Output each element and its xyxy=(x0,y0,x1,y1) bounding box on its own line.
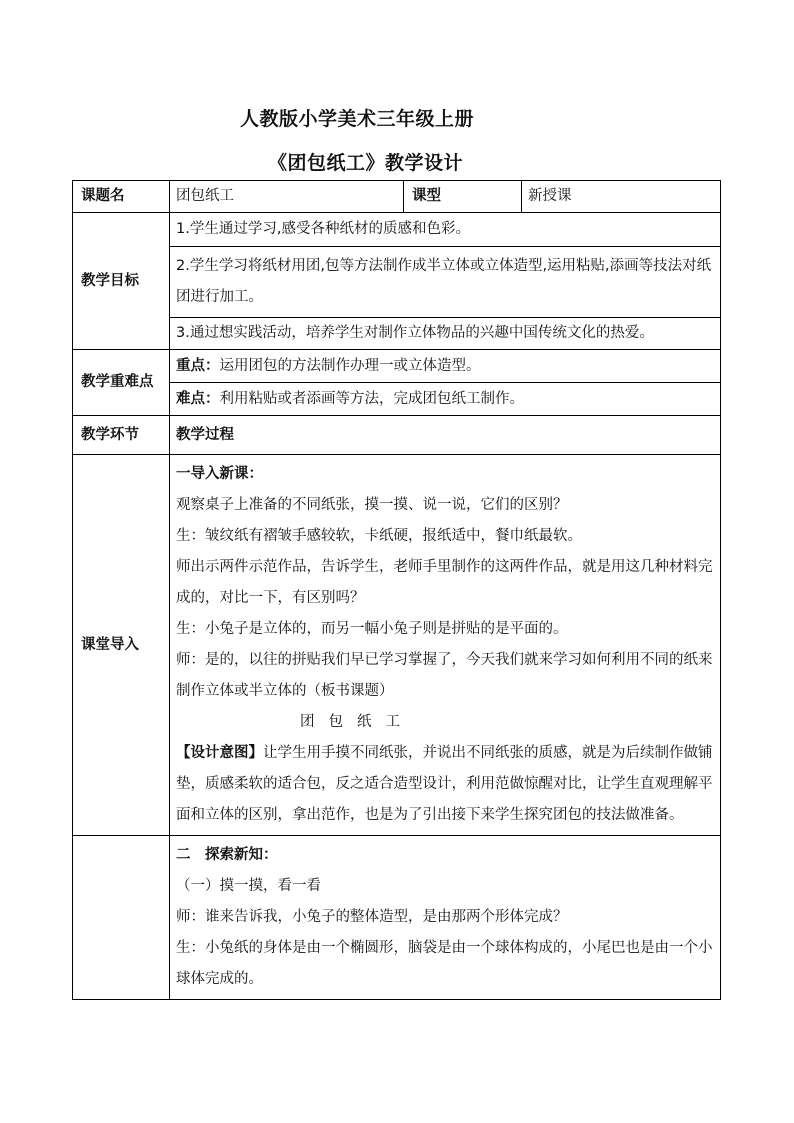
explore-line: 师：谁来告诉我，小兔子的整体造型，是由那两个形体完成？ xyxy=(176,909,568,925)
doc-title-line2: 《团包纸工》教学设计 xyxy=(268,152,464,174)
value-topic-name: 团包纸工 xyxy=(170,181,404,213)
row-topic xyxy=(73,181,721,213)
explore-label-empty xyxy=(73,836,170,1000)
intro-cell xyxy=(170,455,721,836)
doc-title-line1: 人教版小学美术三年级上册 xyxy=(240,108,475,130)
label-key-difficult: 教学重难点 xyxy=(73,350,170,416)
design-intent-label: 【设计意图】 xyxy=(176,745,263,761)
focus-cell xyxy=(170,350,721,383)
difficulty-text: 利用粘贴或者添画等方法，完成团包纸工制作。 xyxy=(219,390,524,407)
explore-heading: 二 探索新知： xyxy=(176,847,278,863)
row-explore xyxy=(73,836,721,1000)
intro-heading: 一导入新课： xyxy=(176,466,263,482)
row-focus xyxy=(73,350,721,383)
label-topic-name: 课题名 xyxy=(73,181,170,213)
row-goal-3 xyxy=(73,318,721,350)
design-intent-text: 让学生用手摸不同纸张，并说出不同纸张的质感，就是为后续制作做铺垫，质感柔软的适合包，反之适合造型设计，利用范做惊醒对比，让学生直观理解平面和立体的区别，拿出范作，也是为了引出接下来学生探究团包的技法做准备。 xyxy=(176,745,713,823)
label-classroom-intro: 课堂导入 xyxy=(73,455,170,836)
intro-line: 观察桌子上准备的不同纸张，摸一摸、说一说，它们的区别？ xyxy=(176,497,568,513)
lesson-plan-table xyxy=(72,180,721,1000)
row-goal-2 xyxy=(73,247,721,318)
intro-line: 师：是的，以往的拼贴我们早已学习掌握了，今天我们就来学习如何利用不同的纸来制作立体或半立体的（板书课题） xyxy=(176,652,713,699)
difficulty-cell xyxy=(170,383,721,416)
explore-line: 生：小兔纸的身体是由一个椭圆形，脑袋是由一个球体构成的，小尾巴也是由一个小球体完成的。 xyxy=(176,940,713,987)
difficulty-label: 难点： xyxy=(176,390,220,407)
goal-item-2: 2.学生学习将纸材用团,包等方法制作成半立体或立体造型,运用粘贴,添画等技法对纸团进行加工。 xyxy=(170,247,721,318)
value-lesson-type: 新授课 xyxy=(522,181,721,213)
focus-label: 重点： xyxy=(176,357,220,374)
goal-item-1: 1.学生通过学习,感受各种纸材的质感和色彩。 xyxy=(170,213,721,247)
intro-line: 生：小兔子是立体的，而另一幅小兔子则是拼贴的是平面的。 xyxy=(176,621,568,637)
row-difficulty xyxy=(73,383,721,416)
row-intro xyxy=(73,455,721,836)
design-intent xyxy=(176,738,714,831)
label-teaching-goals: 教学目标 xyxy=(73,213,170,350)
label-teaching-step: 教学环节 xyxy=(73,416,170,455)
explore-cell xyxy=(170,836,721,1000)
row-process-header xyxy=(73,416,721,455)
label-lesson-type: 课型 xyxy=(404,181,522,213)
intro-line: 生：皱纹纸有褶皱手感较软，卡纸硬，报纸适中，餐巾纸最软。 xyxy=(176,528,582,544)
focus-text: 运用团包的方法制作办理一或立体造型。 xyxy=(219,357,481,374)
label-teaching-process: 教学过程 xyxy=(170,416,721,455)
intro-line: 师出示两件示范作品，告诉学生，老师手里制作的这两件作品，就是用这几种材料完成的，对比一下，有区别吗？ xyxy=(176,559,713,606)
explore-line: （一）摸一摸，看一看 xyxy=(176,878,321,894)
row-goal-1 xyxy=(73,213,721,247)
board-title: 团包纸工 xyxy=(300,714,414,730)
goal-item-3: 3.通过想实践活动，培养学生对制作立体物品的兴趣中国传统文化的热爱。 xyxy=(170,318,721,350)
